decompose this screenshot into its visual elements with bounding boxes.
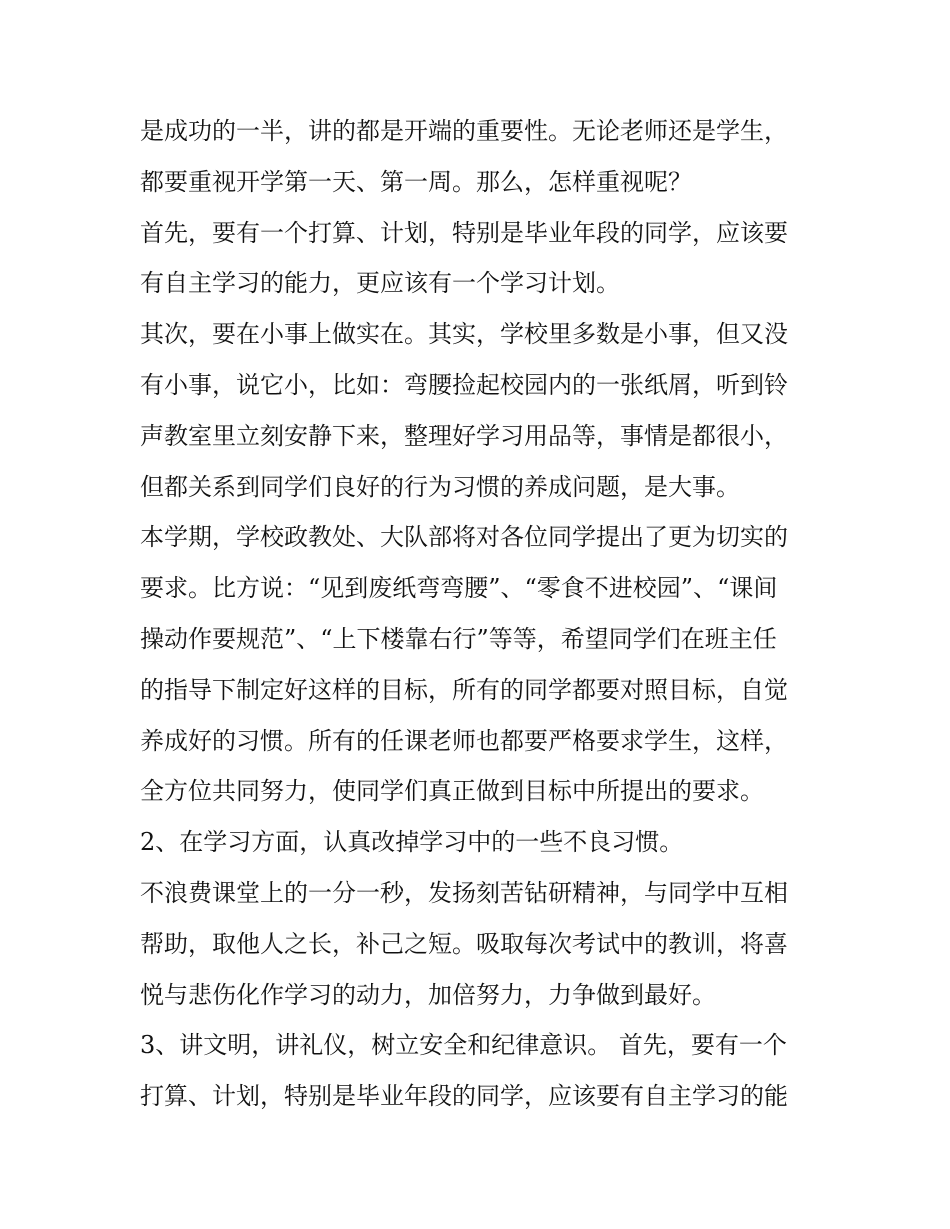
text-line: 悦与悲伤化作学习的动力，加倍努力，力争做到最好。 xyxy=(140,980,716,1009)
text-line: 声教室里立刻安静下来，整理好学习用品等，事情是都很小， xyxy=(140,421,788,450)
text-line: 要求。比方说：“见到废纸弯弯腰”、“零食不进校园”、“课间 xyxy=(140,574,778,603)
text-line: 养成好的习惯。所有的任课老师也都要严格要求学生，这样， xyxy=(140,726,788,755)
text-line: 不浪费课堂上的一分一秒，发扬刻苦钻研精神，与同学中互相 xyxy=(140,878,788,907)
text-line: 3、讲文明，讲礼仪，树立安全和纪律意识。 首先，要有一个 xyxy=(140,1031,787,1060)
text-line: 打算、计划，特别是毕业年段的同学，应该要有自主学习的能 xyxy=(140,1082,788,1111)
text-line: 全方位共同努力，使同学们真正做到目标中所提出的要求。 xyxy=(140,777,764,806)
text-line: 是成功的一半，讲的都是开端的重要性。无论老师还是学生， xyxy=(140,117,788,145)
text-line: 首先，要有一个打算、计划，特别是毕业年段的同学，应该要 xyxy=(140,218,788,247)
text-line: 都要重视开学第一天、第一周。那么，怎样重视呢？ xyxy=(140,167,692,196)
text-line: 帮助，取他人之长，补己之短。吸取每次考试中的教训，将喜 xyxy=(140,929,788,958)
text-line: 但都关系到同学们良好的行为习惯的养成问题，是大事。 xyxy=(140,472,740,501)
text-line: 其次，要在小事上做实在。其实，学校里多数是小事，但又没 xyxy=(140,320,788,349)
text-line: 有自主学习的能力，更应该有一个学习计划。 xyxy=(140,269,620,298)
text-line: 的指导下制定好这样的目标，所有的同学都要对照目标，自觉 xyxy=(140,675,788,704)
document-body xyxy=(140,106,820,1122)
text-line: 本学期，学校政教处、大队部将对各位同学提出了更为切实的 xyxy=(140,523,788,552)
text-line: 有小事，说它小，比如：弯腰捡起校园内的一张纸屑，听到铃 xyxy=(140,370,788,399)
text-line: 操动作要规范”、“上下楼靠右行”等等，希望同学们在班主任 xyxy=(140,624,777,653)
text-line: 2、在学习方面，认真改掉学习中的一些不良习惯。 xyxy=(140,828,684,857)
